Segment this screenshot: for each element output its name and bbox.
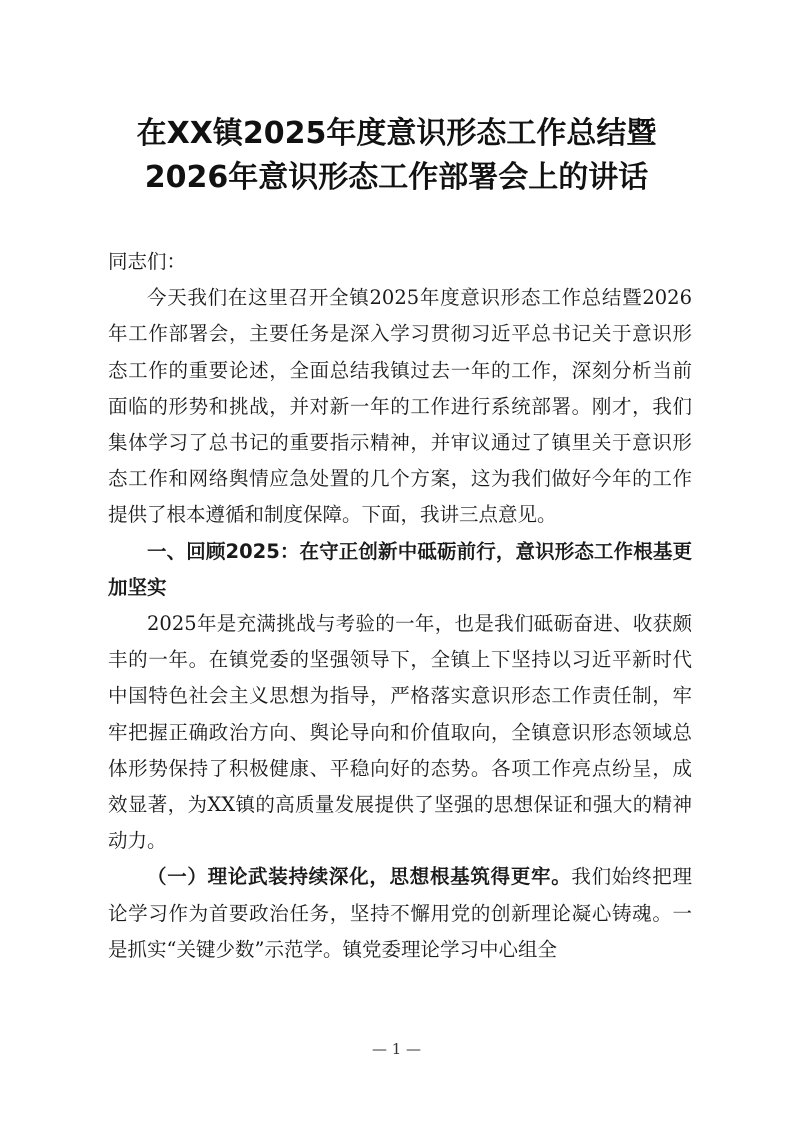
subsection-paragraph-1: [108, 859, 692, 968]
opening-paragraph: 今天我们在这里召开全镇2025年度意识形态工作总结暨2026年工作部署会，主要任务是深入学习贯彻习近平总书记关于意识形态工作的重要论述，全面总结我镇过去一年的工作，深刻分析当前面临的形势和挑战，并对新一年的工作进行系统部署。刚才，我们集体学习了总书记的重要指示精神，并审议通过了镇里关于意识形态工作和网络舆情应急处置的几个方案，这为我们做好今年的工作提供了根本遵循和制度保障。下面，我讲三点意见。: [108, 286, 692, 527]
document-title-line-1: 在XX镇2025年度意识形态工作总结暨: [136, 116, 657, 151]
subsection-heading-1: （一）理论武装持续深化，思想根基筑得更牢。: [147, 865, 572, 889]
document-title-line-2: 2026年意识形态工作部署会上的讲话: [144, 160, 649, 195]
subsection-text-1: 我们始终把理论学习作为首要政治任务，坚持不懈用党的创新理论凝心铸魂。一是抓实“关键少数”示范学。镇党委理论学习中心组全: [108, 865, 692, 961]
review-paragraph: 2025年是充满挑战与考验的一年，也是我们砥砺奋进、收获颇丰的一年。在镇党委的坚强领导下，全镇上下坚持以习近平新时代中国特色社会主义思想为指导，严格落实意识形态工作责任制，牢牢把握正确政治方向、舆论导向和价值取向，全镇意识形态领域总体形势保持了积极健康、平稳向好的态势。各项工作亮点纷呈，成效显著，为XX镇的高质量发展提供了坚强的思想保证和强大的精神动力。: [108, 612, 692, 853]
page-number: — 1 —: [371, 1040, 422, 1058]
section-heading-1: 一、回顾2025：在守正创新中砥砺前行，意识形态工作根基更加坚实: [108, 539, 692, 599]
document-body: [108, 244, 692, 968]
salutation: 同志们：: [108, 250, 187, 273]
